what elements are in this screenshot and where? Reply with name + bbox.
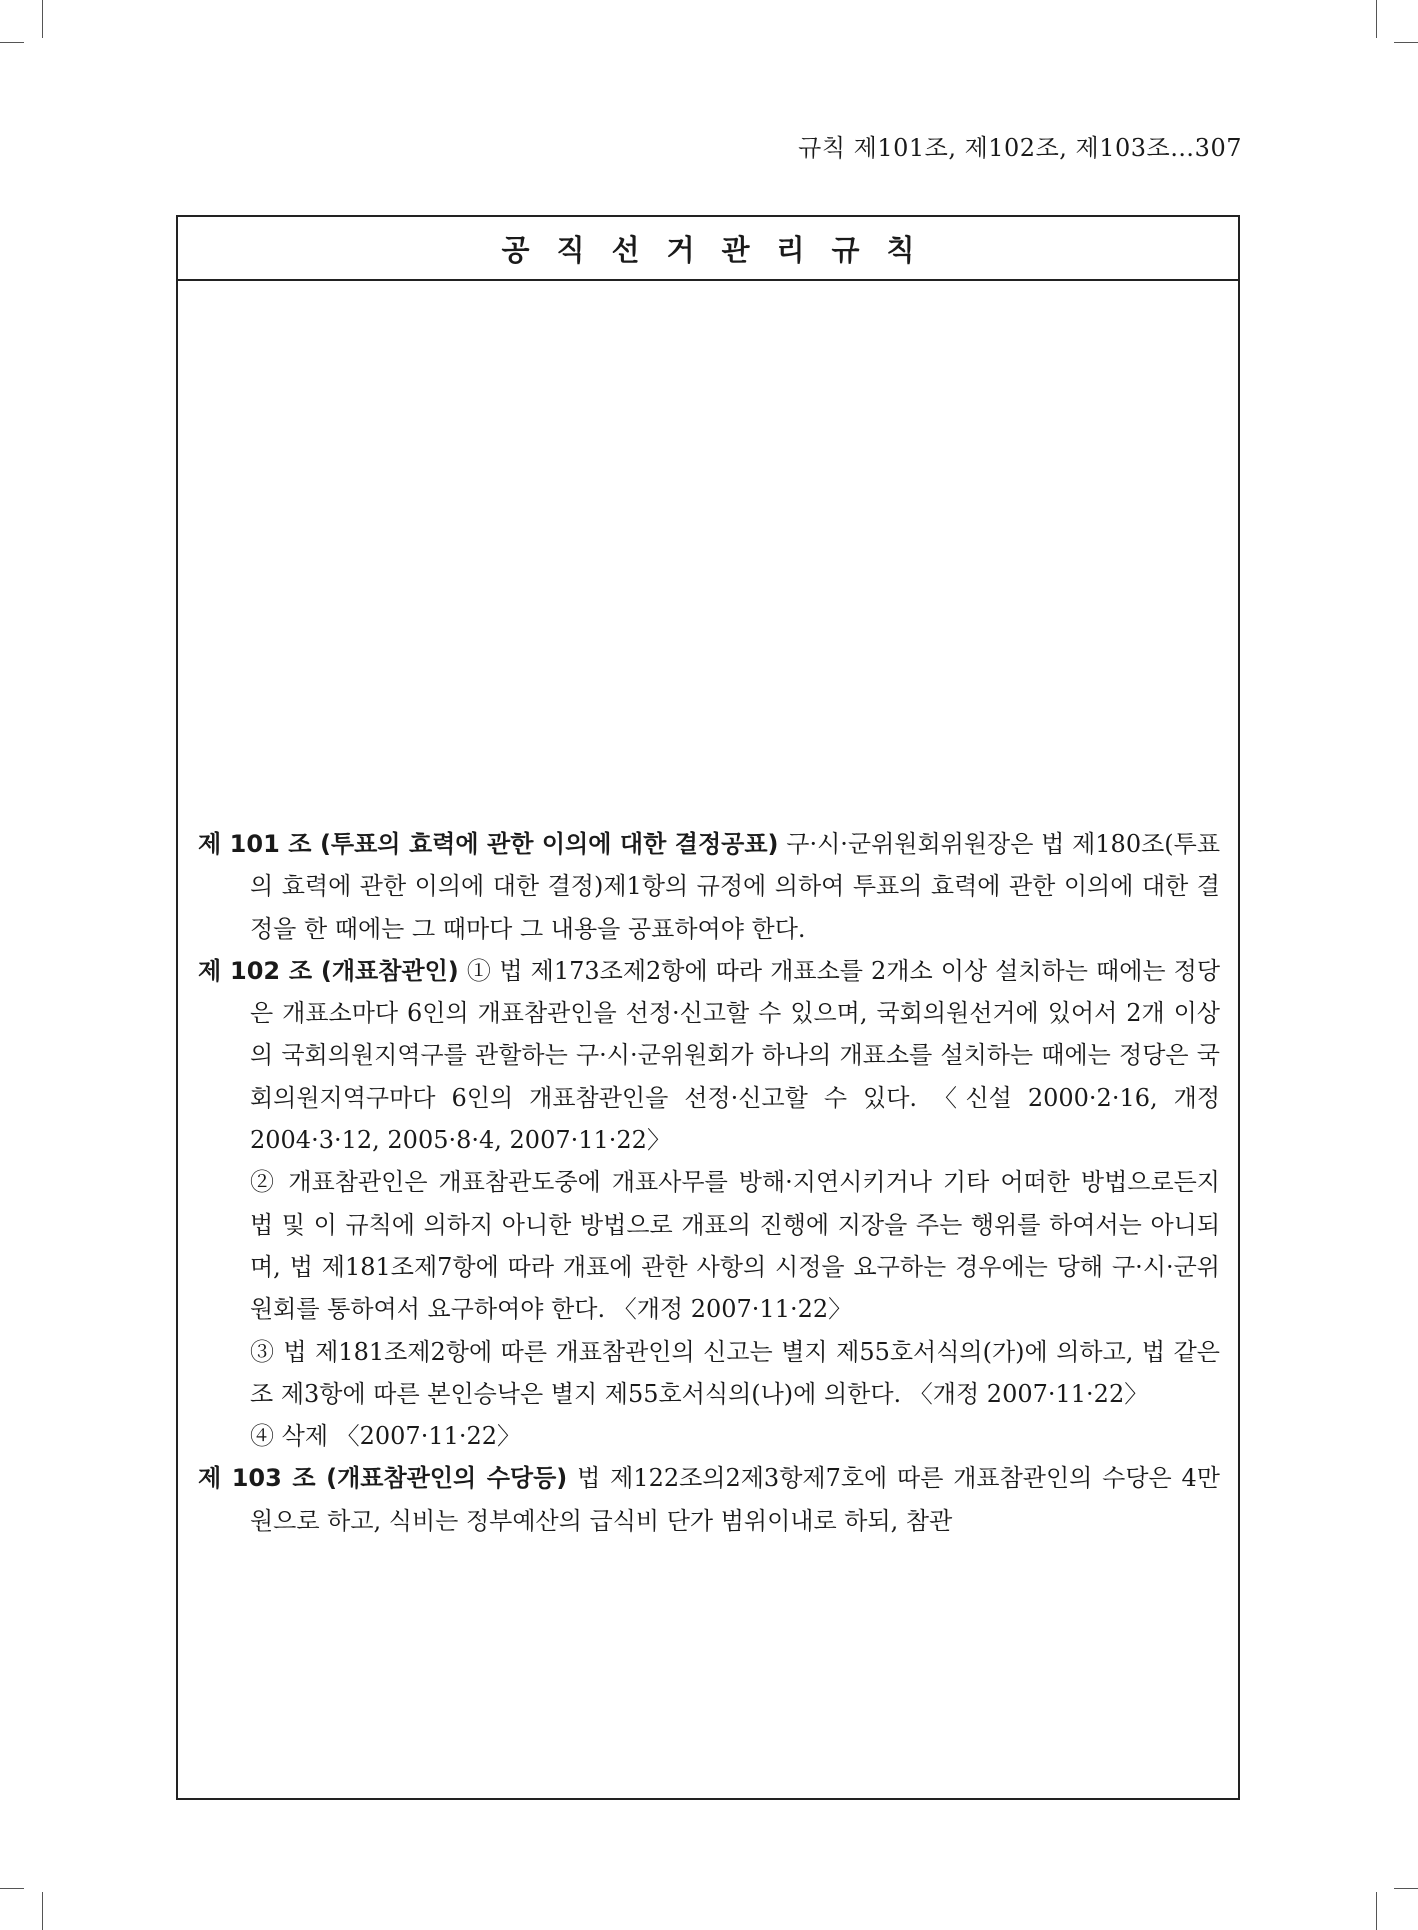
crop-mark-top-left — [42, 0, 43, 38]
crop-mark-bottom-right — [1376, 1892, 1377, 1930]
article-102-heading: 제 102 조 (개표참관인) — [198, 956, 459, 985]
article-102-paragraph-3: ③ 법 제181조제2항에 따른 개표참관인의 신고는 별지 제55호서식의(가)에 의하고, 법 같은 조 제3항에 따른 본인승낙은 별지 제55호서식의(나)에 의한다. 〈개정 2007·11·22〉 — [250, 1337, 1220, 1408]
frame-title: 공직선거관리규칙 — [178, 217, 1238, 281]
page-frame — [176, 215, 1240, 1800]
article-103 — [198, 1457, 1220, 1542]
crop-mark-top-left-h — [0, 42, 24, 43]
article-102-paragraph-4: ④ 삭제 〈2007·11·22〉 — [250, 1422, 522, 1451]
crop-mark-top-right — [1376, 0, 1377, 38]
crop-mark-bottom-right-h — [1394, 1888, 1418, 1889]
running-head: 규칙 제101조, 제102조, 제103조…307 — [798, 134, 1242, 162]
article-103-heading: 제 103 조 (개표참관인의 수당등) — [198, 1464, 568, 1493]
article-102-paragraph-2: ② 개표참관인은 개표참관도중에 개표사무를 방해·지연시키거나 기타 어떠한 방법으로든지 법 및 이 규칙에 의하지 아니한 방법으로 개표의 진행에 지장을 주는 행위를 하여서는 아니되며, 법 제181조제7항에 따라 개표에 관한 사항의 시정을 요구하는 경우에는 당해 구·시·군위원회를 통하여서 요구하여야 한다. 〈개정 2007·11·22〉 — [250, 1168, 1220, 1324]
article-103-text: 법 제122조의2제3항제7호에 따른 개표참관인의 수당은 4만원으로 하고, 식비는 정부예산의 급식비 단가 범위이내로 하되, 참관 — [250, 1464, 1220, 1535]
crop-mark-bottom-left-h — [0, 1888, 24, 1889]
article-body — [198, 823, 1220, 1542]
article-101-heading: 제 101 조 (투표의 효력에 관한 이의에 대한 결정공표) — [198, 830, 779, 858]
article-101-text: 구·시·군위원회위원장은 법 제180조(투표의 효력에 관한 이의에 대한 결정)제1항의 규정에 의하여 투표의 효력에 관한 이의에 대한 결정을 한 때에는 그 때마다 그 내용을 공표하여야 한다. — [250, 830, 1221, 943]
article-102-text: ① 법 제173조제2항에 따라 개표소를 2개소 이상 설치하는 때에는 정당은 개표소마다 6인의 개표참관인을 선정·신고할 수 있으며, 국회의원선거에 있어서 2개 이상의 국회의원지역구를 관할하는 구·시·군위원회가 하나의 개표소를 설치하는 때에는 정당은 국회의원지역구마다 6인의 개표참관인을 선정·신고할 수 있다. 〈신설 2000·2·16, 개정 2004·3·12, 2005·8·4, 2007·11·22〉 — [250, 956, 1221, 1155]
article-101 — [198, 823, 1220, 950]
article-102 — [198, 950, 1220, 1161]
crop-mark-bottom-left — [42, 1892, 43, 1930]
crop-mark-top-right-h — [1394, 42, 1418, 43]
